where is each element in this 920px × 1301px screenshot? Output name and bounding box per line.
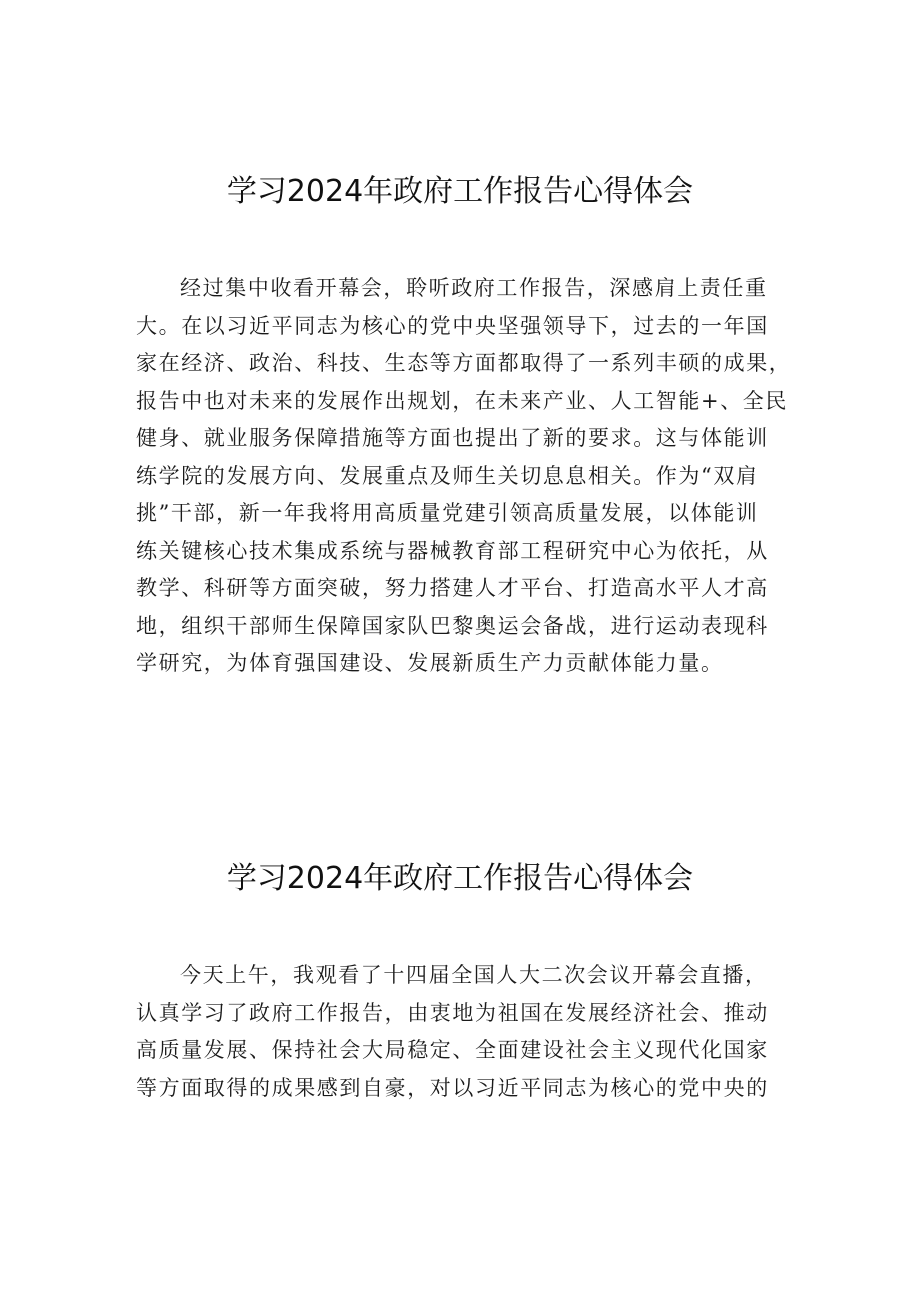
section-title-1: 学习2024年政府工作报告心得体会: [226, 174, 694, 209]
section-body-2: [136, 957, 796, 1107]
body-line: 地，组织干部师生保障国家队巴黎奥运会备战，进行运动表现科: [136, 613, 769, 638]
body-line: 教学、科研等方面突破，努力搭建人才平台、打造高水平人才高: [136, 576, 769, 600]
body-line: 今天上午，我观看了十四届全国人大二次会议开幕会直播，: [180, 963, 768, 987]
section-body-1: [136, 270, 796, 683]
body-line: 大。在以习近平同志为核心的党中央坚强领导下，过去的一年国: [136, 313, 769, 338]
body-line: 学研究，为体育强国建设、发展新质生产力贡献体能力量。: [136, 651, 724, 675]
body-line: 练学院的发展方向、发展重点及师生关切息息相关。作为“双肩: [136, 463, 759, 488]
body-line: 报告中也对未来的发展作出规划，在未来产业、人工智能+、全民: [136, 388, 788, 413]
body-line: 挑”干部，新一年我将用高质量党建引领高质量发展，以体能训: [136, 501, 759, 525]
body-line: 高质量发展、保持社会大局稳定、全面建设社会主义现代化国家: [136, 1038, 769, 1062]
body-line: 等方面取得的成果感到自豪，对以习近平同志为核心的党中央的: [136, 1075, 769, 1100]
body-line: 练关键核心技术集成系统与器械教育部工程研究中心为依托，从: [136, 538, 769, 563]
body-line: 家在经济、政治、科技、生态等方面都取得了一系列丰硕的成果，: [136, 351, 792, 375]
body-line: 认真学习了政府工作报告，由衷地为祖国在发展经济社会、推动: [136, 1000, 769, 1025]
body-line: 健身、就业服务保障措施等方面也提出了新的要求。这与体能训: [136, 426, 769, 450]
section-title-2: 学习2024年政府工作报告心得体会: [226, 861, 694, 896]
body-line: 经过集中收看开幕会，聆听政府工作报告，深感肩上责任重: [180, 276, 768, 300]
